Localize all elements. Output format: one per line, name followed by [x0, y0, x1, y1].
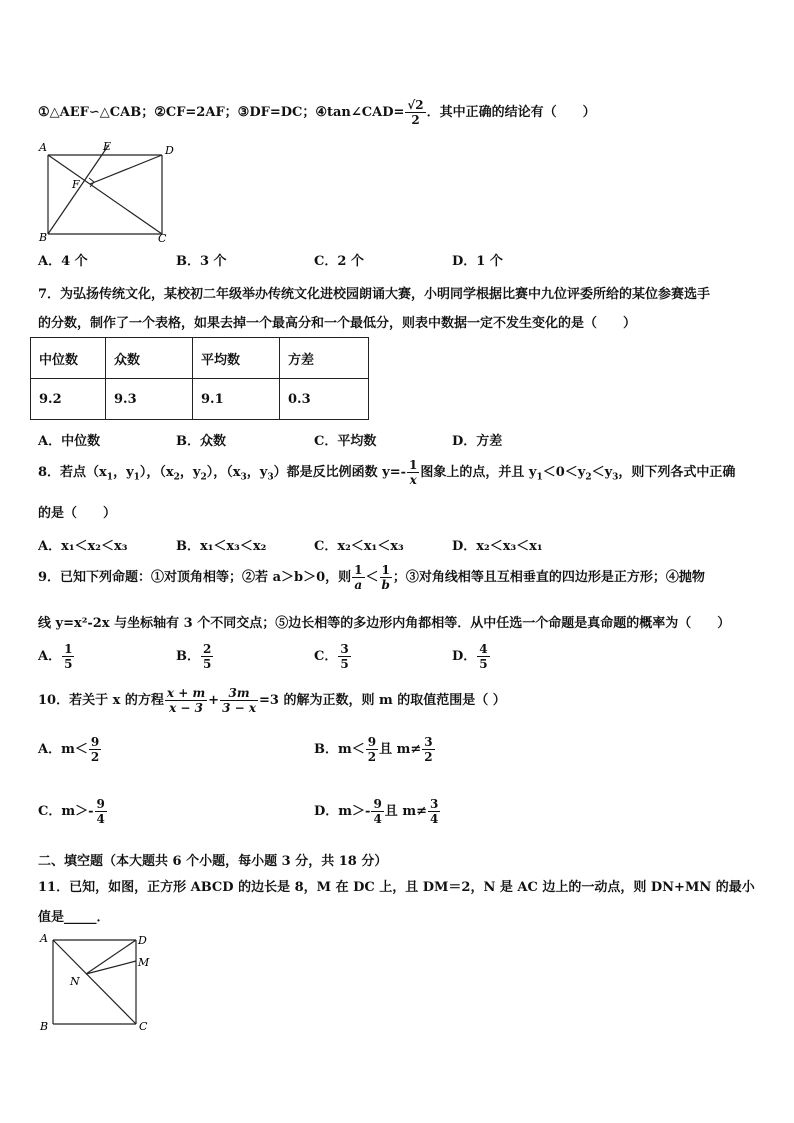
table-header-cell: 众数: [106, 338, 193, 379]
q8-option-d[interactable]: D．x₂＜x₃＜x₁: [452, 539, 543, 554]
stats-table: [30, 337, 369, 420]
q10-text: 且 m≠: [379, 742, 422, 757]
table-cell: 9.2: [31, 379, 106, 420]
q10-frac-1: [165, 686, 207, 715]
q10-option-label: C．m＞-: [38, 804, 94, 819]
q10-frac-2: [220, 686, 258, 715]
q10-text: 10．若关于 x 的方程: [38, 693, 164, 708]
q6-option-d[interactable]: D．1 个: [452, 254, 503, 269]
q10-option-c[interactable]: [38, 797, 108, 826]
q9-option-d[interactable]: [452, 642, 491, 671]
q6-stem-part2: ．其中正确的结论有（ ）: [426, 105, 596, 120]
q7-option-b[interactable]: B．众数: [176, 434, 226, 449]
q6-label-d: D: [165, 144, 174, 157]
q8-stem-line1: 8．若点（$x_1$，$y_1$），（$x_2$，$y_2$），（$x_3$，$y_3$）都是反比例函数 y=- $\frac{1}{x}$ 图象上的点，并且 $y_1<0<y_2<y_3$，则下列各式中正确: [38, 458, 736, 487]
q9-num: 4: [479, 642, 488, 656]
q10-frac-num: 3m: [220, 686, 258, 701]
q7-option-d[interactable]: D．方差: [452, 434, 503, 449]
q11-label-d: D: [138, 934, 147, 947]
q8-option-c[interactable]: C．x₂＜x₁＜x₃: [314, 539, 404, 554]
q8-text: ＜y: [591, 465, 613, 480]
q10-num: 3: [429, 797, 439, 811]
q9-text: 9．已知下列命题：①对顶角相等；②若 a＞b＞0，则: [38, 570, 352, 585]
q8-text: 8．若点（x: [38, 465, 107, 480]
q8-option-b[interactable]: B．x₁＜x₃＜x₂: [176, 539, 267, 554]
q10-den: 4: [429, 812, 439, 826]
q9-den: 5: [479, 657, 488, 671]
q7-stem-line1: 7．为弘扬传统文化，某校初二年级举办传统文化进校园朗诵大赛，小明同学根据比赛中九位评委所给的某位参赛选手: [38, 287, 711, 302]
q8-text: ＜0＜y: [542, 465, 586, 480]
q10-text: =3 的解为正数，则 m 的取值范围是（ ）: [259, 693, 506, 708]
q9-option-b[interactable]: [176, 642, 214, 671]
q6-stem: [38, 98, 596, 127]
q10-den: 2: [367, 750, 377, 764]
q6-figure: [36, 138, 176, 244]
q10-num: 9: [367, 735, 377, 749]
q10-frac-den: 3 − x: [222, 701, 256, 715]
table-header-cell: 平均数: [193, 338, 280, 379]
q10-option-a[interactable]: [38, 735, 102, 764]
q8-text: ，则下列各式中正确: [618, 465, 736, 480]
table-row: [31, 379, 369, 420]
q10-num: 9: [90, 735, 100, 749]
q11-label-b: B: [40, 1020, 49, 1033]
q10-den: 4: [373, 812, 382, 826]
q10-den: 2: [424, 750, 433, 764]
q9-option-c[interactable]: [314, 642, 352, 671]
q10-text: +: [208, 693, 220, 708]
q11-label-n: N: [70, 975, 80, 988]
q6-option-b[interactable]: B．3 个: [176, 254, 227, 269]
section-heading: 二、填空题（本大题共 6 个小题，每小题 3 分，共 18 分）: [38, 854, 388, 869]
q10-frac-num: x + m: [166, 686, 206, 700]
q9-frac-1-over-b: $\frac{1}{b}$: [381, 563, 390, 592]
q9-stem-line2: 线 y=x²-2x 与坐标轴有 3 个不同交点；⑤边长相等的多边形内角都相等．从中任选一个命题是真命题的概率为（ ）: [38, 616, 731, 631]
q9-stem-line1: [38, 563, 705, 593]
q10-option-d[interactable]: [314, 797, 441, 826]
q11-label-m: M: [138, 956, 150, 969]
q8-text: ），（x: [206, 465, 241, 480]
q11-label-c: C: [139, 1020, 148, 1033]
q11-label-a: A: [40, 932, 48, 945]
q6-label-f: F: [72, 178, 80, 191]
q9-den: 5: [64, 657, 73, 671]
q10-option-label: D．m＞-: [314, 804, 371, 819]
q7-option-c[interactable]: C．平均数: [314, 434, 377, 449]
q8-stem-line2: 的是（ ）: [38, 506, 117, 521]
q11-stem-line1: 11．已知，如图，正方形 ABCD 的边长是 8，M 在 DC 上，且 DM＝2，N 是 AC 边上的一动点，则 DN+MN 的最小: [38, 880, 755, 895]
q10-num: 9: [373, 797, 382, 811]
q6-label-e: E: [103, 140, 112, 153]
q10-frac-den: x − 3: [169, 701, 203, 715]
q6-label-a: A: [39, 141, 47, 154]
table-header-cell: 中位数: [31, 338, 106, 379]
q6-stem-part1: ①△AEF∽△CAB；②CF=2AF；③DF=DC；④tan∠CAD=: [38, 105, 405, 120]
q8-text: 图象上的点，并且 y: [420, 465, 537, 480]
q9-num: 2: [203, 642, 212, 656]
q10-den: 4: [96, 812, 105, 826]
q10-option-b[interactable]: [314, 735, 436, 764]
q11-stem-line2: 值是_____．: [38, 910, 110, 925]
q10-stem: [38, 684, 506, 718]
q6-label-c: C: [158, 232, 167, 244]
q6-label-b: B: [39, 231, 48, 244]
q9-num: 3: [340, 642, 349, 656]
q6-option-a[interactable]: A．4 个: [38, 254, 88, 269]
q8-frac-den: x: [409, 473, 417, 487]
q9-option-label: A．: [38, 649, 62, 664]
q6-option-c[interactable]: C．2 个: [314, 254, 364, 269]
q9-option-label: C．: [314, 649, 338, 664]
q7-stem-line2: 的分数，制作了一个表格，如果去掉一个最高分和一个最低分，则表中数据一定不发生变化的是（ ）: [38, 316, 637, 331]
q10-den: 2: [90, 750, 100, 764]
q9-option-label: D．: [452, 649, 477, 664]
q11-figure: [36, 930, 160, 1034]
q6-fraction: [405, 98, 425, 127]
table-cell: 0.3: [280, 379, 369, 420]
q6-frac-num: √2: [407, 98, 424, 112]
q7-option-a[interactable]: A．中位数: [38, 434, 101, 449]
q9-frac-1-over-a: $\frac{1}{a}$: [354, 563, 363, 592]
q9-option-label: B．: [176, 649, 200, 664]
q6-frac-den: 2: [411, 113, 420, 127]
table-row: [31, 338, 369, 379]
q9-option-a[interactable]: [38, 642, 75, 671]
q9-text: ＜: [365, 570, 379, 585]
q8-text: ），（x: [139, 465, 174, 480]
q8-fraction: [407, 458, 419, 487]
q8-frac-num: 1: [408, 458, 418, 472]
q9-den: 5: [340, 657, 349, 671]
q10-num: 9: [96, 797, 105, 811]
q9-num: 1: [64, 642, 73, 656]
table-header-cell: 方差: [280, 338, 369, 379]
table-cell: 9.1: [193, 379, 280, 420]
q9-text: ；③对角线相等且互相垂直的四边形是正方形；④抛物: [392, 570, 705, 585]
q10-option-label: A．m＜: [38, 742, 88, 757]
q10-option-label: B．m＜: [314, 742, 365, 757]
q8-option-a[interactable]: A．x₁＜x₂＜x₃: [38, 539, 128, 554]
q10-text: 且 m≠: [384, 804, 427, 819]
table-cell: 9.3: [106, 379, 193, 420]
q10-num: 3: [424, 735, 433, 749]
q8-text: ）都是反比例函数 y=-: [273, 465, 406, 480]
q9-den: 5: [203, 657, 212, 671]
